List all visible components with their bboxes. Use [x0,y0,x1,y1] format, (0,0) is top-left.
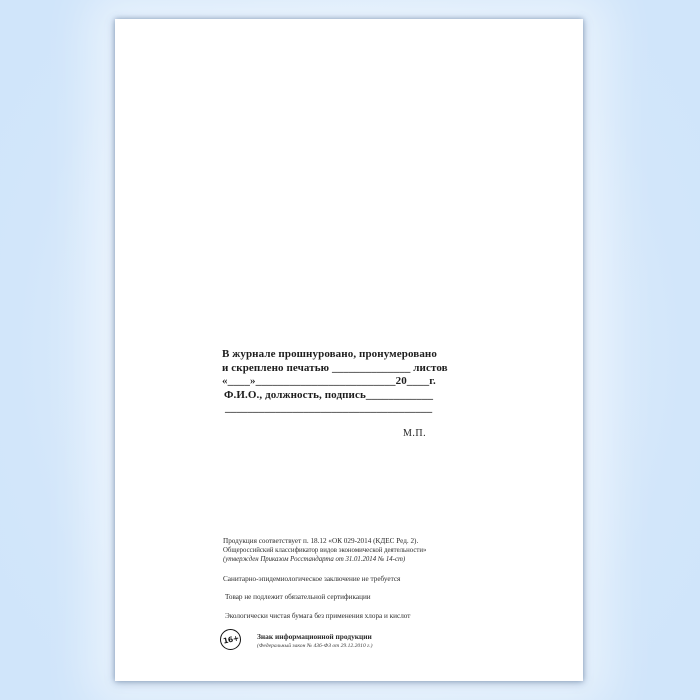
age-rating-16-icon [220,629,241,650]
certification-line-1: В журнале прошнуровано, пронумеровано [222,348,437,360]
eco-paper-note: Экологически чистая бумага без применения хлора и кислот [225,612,411,620]
compliance-standard-line-3: (утвержден Приказом Росстандарта от 31.01.2014 № 14-ст) [223,556,406,564]
sanitary-note: Санитарно-эпидемиологическое заключение не требуется [223,575,401,583]
compliance-standard-line-1: Продукция соответствует п. 18.12 «ОК 029-2014 (КДЕС Ред. 2). [223,537,419,545]
certification-line-2: и скреплено печатью ______________ листов [222,361,448,374]
certification-line-4: Ф.И.О., должность, подпись____________ [224,388,434,401]
journal-back-page [115,19,583,681]
certification-note: Товар не подлежит обязательной сертификации [225,593,371,601]
age-rating-badge-text: 16+ [221,633,240,646]
certification-signature-line: _____________________________________ [225,402,433,415]
age-rating-law-reference: (Федеральный закон № 436-ФЗ от 29.12.2010 г.) [257,643,373,649]
compliance-standard-line-2: Общероссийский классификатор видов экономической деятельности» [223,547,427,555]
stamp-place-label: М.П. [403,428,427,439]
product-compliance-block [223,537,426,565]
certification-line-3: «____»_________________________20____г. [222,375,436,388]
age-rating-label: Знак информационной продукции [257,632,372,641]
binding-certification-block [222,348,562,416]
